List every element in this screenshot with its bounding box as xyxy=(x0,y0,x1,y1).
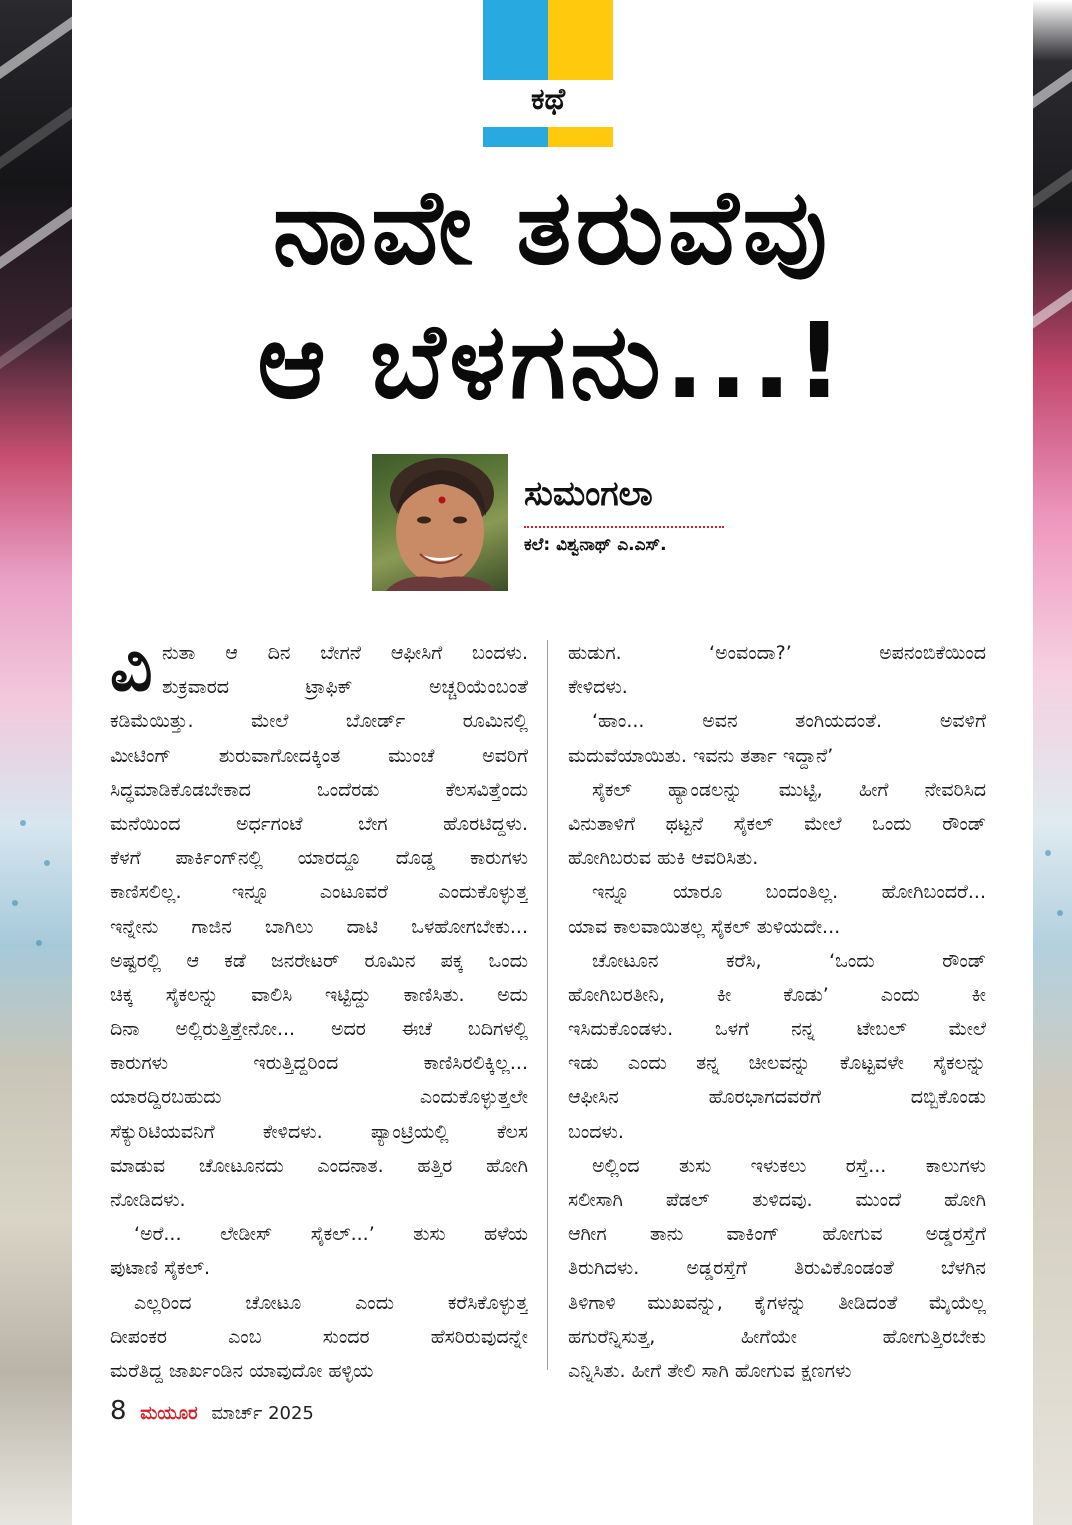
text-line: ಪುಟಾಣಿ ಸೈಕಲ್. xyxy=(110,1257,210,1280)
text-line: ಕೇಳಿದಳು. xyxy=(568,676,628,699)
text-line: ಇಡು ಎಂದು ತನ್ನ ಚೀಲವನ್ನು ಕೊಟ್ಟವಳೇ ಸೈಕಲನ್ನು xyxy=(568,1052,986,1075)
section-tag-yellow-block xyxy=(548,0,613,80)
illustration-credit: ಕಲೆ: ವಿಶ್ವನಾಥ್ ಎ.ಎಸ್. xyxy=(524,535,667,555)
text-line: ಇನ್ನೂ ಯಾರೂ ಬಂದಂತಿಲ್ಲ. ಹೋಗಿಬಂದರೆ... xyxy=(592,881,986,904)
section-label: ಕಥೆ xyxy=(530,82,566,117)
text-line: ಆಫೀಸಿನ ಹೊರಭಾಗದವರೆಗೆ ದಬ್ಬಿಕೊಂಡು xyxy=(568,1086,986,1109)
text-line: ಕೆಳಗೆ ಪಾರ್ಕಿಂಗ್‌ನಲ್ಲಿ ಯಾರದ್ದೂ ದೊಡ್ಡ ಕಾರುಗಳು xyxy=(110,847,528,870)
text-line: ತಿಳಿಗಾಳಿ ಮುಖವನ್ನು, ಕೈಗಳನ್ನು ತೀಡಿದಂತೆ ಮೈಯೆಲ್ಲ xyxy=(568,1291,986,1314)
author-photo xyxy=(372,454,508,591)
section-tag xyxy=(483,0,613,150)
text-line: ಮೀಟಿಂಗ್ ಶುರುವಾಗೋದಕ್ಕಿಂತ ಮುಂಚೆ ಅವರಿಗೆ xyxy=(110,744,528,767)
right-decorative-border xyxy=(1033,0,1072,1525)
issue-date: ಮಾರ್ಚ್ 2025 xyxy=(211,1403,314,1424)
page-number: 8 xyxy=(110,1396,127,1426)
text-line: ಹೋಗಿಬರುವ ಹುಕಿ ಆವರಿಸಿತು. xyxy=(568,847,759,870)
article-column-2 xyxy=(568,636,986,1388)
headline-line-1: ನಾವೇ ತರುವೆವು xyxy=(272,166,832,288)
author-name: ಸುಮಂಗಲಾ xyxy=(524,474,653,514)
text-line: ಸಲೀಸಾಗಿ ಪೆಡಲ್ ತುಳಿದವು. ಮುಂದೆ ಹೋಗಿ xyxy=(568,1189,986,1211)
text-line: ‘ಹಾಂ... ಅವನ ತಂಗಿಯದಂತೆ. ಅವಳಿಗೆ xyxy=(592,710,986,733)
text-line: ಹೋಗಿಬರತೀನಿ, ಕೀ ಕೊಡು’ ಎಂದು ಕೀ xyxy=(568,983,986,1006)
text-line: ಬಂದಳು. xyxy=(568,1120,624,1143)
text-line: ಶುಕ್ರವಾರದ ಟ್ರಾಫಿಕ್ ಅಚ್ಚರಿಯೆಂಬಂತೆ xyxy=(162,676,528,699)
author-divider xyxy=(524,526,724,528)
text-line: ಯಾವ ಕಾಲವಾಯಿತಲ್ಲ ಸೈಕಲ್ ತುಳಿಯದೇ... xyxy=(568,915,841,938)
section-tag-blue-bar xyxy=(483,127,548,147)
text-line: ಸೈಕಲ್ ಹ್ಯಾಂಡಲನ್ನು ಮುಟ್ಟಿ, ಹೀಗೆ ನೇವರಿಸಿದ xyxy=(592,778,986,801)
text-line: ಮನೆಯಿಂದ ಅರ್ಧಗಂಟೆ ಬೇಗ ಹೊರಟಿದ್ದಳು. xyxy=(110,812,528,835)
text-line: ಸಿದ್ಧಮಾಡಿಕೊಡಬೇಕಾದ ಒಂದೆರಡು ಕೆಲಸವಿತ್ತೆಂದು xyxy=(110,778,528,801)
text-line: ಚಿಕ್ಕ ಸೈಕಲನ್ನು ವಾಲಿಸಿ ಇಟ್ಟಿದ್ದು ಕಾಣಿಸಿತು. ಅದು xyxy=(110,983,528,1006)
left-decorative-border xyxy=(0,0,72,1525)
headline-line-2: ಆ ಬೆಳಗನು...! xyxy=(257,300,847,422)
section-tag-blue-block xyxy=(483,0,548,80)
text-line: ಎನ್ನಿಸಿತು. ಹೀಗೆ ತೇಲಿ ಸಾಗಿ ಹೋಗುವ ಕ್ಷಣಗಳು xyxy=(568,1359,852,1382)
text-line: ‘ಅರೆ... ಲೇಡೀಸ್ ಸೈಕಲ್...’ ತುಸು ಹಳೆಯ xyxy=(134,1223,528,1246)
text-line: ಅಲ್ಲಿಂದ ತುಸು ಇಳುಕಲು ರಸ್ತೆ... ಕಾಲುಗಳು xyxy=(592,1154,986,1177)
column-divider xyxy=(547,640,548,1370)
text-line: ಹುಡುಗ. ‘ಅಂವಂದಾ?’ ಅಪನಂಬಿಕೆಯಿಂದ xyxy=(568,642,986,664)
text-line: ನೋಡಿದಳು. xyxy=(110,1189,186,1211)
text-line: ಕಾಣಿಸಲಿಲ್ಲ. ಇನ್ನೂ ಎಂಟೂವರೆ ಎಂದುಕೊಳ್ಳುತ್ತ xyxy=(110,881,528,904)
text-line: ಮರೆತಿದ್ದ ಜಾರ್ಖಂಡಿನ ಯಾವುದೋ ಹಳ್ಳಿಯ xyxy=(110,1359,374,1382)
text-line: ಹಗುರೆನ್ನಿಸುತ್ತ, ಹೀಗೆಯೇ ಹೋಗುತ್ತಿರಬೇಕು xyxy=(568,1325,986,1348)
article-column-1 xyxy=(110,629,528,1388)
page-footer xyxy=(110,1396,314,1426)
text-line: ಸೆಕ್ಯುರಿಟಿಯವನಿಗೆ ಕೇಳಿದಳು. ಪ್ಯಾಂಟ್ರಿಯಲ್ಲಿ ಕೆಲಸ xyxy=(110,1120,528,1143)
text-line: ನುತಾ ಆ ದಿನ ಬೇಗನೆ ಆಫೀಸಿಗೆ ಬಂದಳು. xyxy=(162,642,528,664)
text-line: ಮಾಡುವ ಚೋಟೂನದು ಎಂದನಾತ. ಹತ್ತಿರ ಹೋಗಿ xyxy=(110,1154,528,1177)
text-line: ತಿರುಗಿದಳು. ಅಡ್ಡರಸ್ತೆಗೆ ತಿರುವಿಕೊಂಡಂತೆ ಬೆಳಗಿನ xyxy=(568,1257,986,1280)
text-line: ದೀಪಂಕರ ಎಂಬ ಸುಂದರ ಹೆಸರಿರುವುದನ್ನೇ xyxy=(110,1325,528,1348)
text-line: ಇನ್ನೇನು ಗಾಜಿನ ಬಾಗಿಲು ದಾಟಿ ಒಳಹೋಗಬೇಕು... xyxy=(110,915,528,938)
text-line: ಮದುವೆಯಾಯಿತು. ಇವನು ತರ್ತಾ ಇದ್ದಾನೆ’ xyxy=(568,744,834,767)
drop-cap: ವಿ xyxy=(110,629,153,706)
text-line: ಯಾರದ್ದಿರಬಹುದು ಎಂದುಕೊಳ್ಳುತ್ತಲೇ xyxy=(110,1086,528,1109)
text-line: ಎಲ್ಲರಿಂದ ಚೋಟೂ ಎಂದು ಕರೆಸಿಕೊಳ್ಳುತ್ತ xyxy=(134,1291,528,1314)
text-line: ವಿನುತಾಳಿಗೆ ಥಟ್ಟನೆ ಸೈಕಲ್ ಮೇಲೆ ಒಂದು ರೌಂಡ್ xyxy=(568,812,986,835)
magazine-name: ಮಯೂರ xyxy=(140,1403,198,1424)
text-line: ಇಸಿದುಕೊಂಡಳು. ಒಳಗೆ ನನ್ನ ಟೇಬಲ್ ಮೇಲೆ xyxy=(568,1018,986,1041)
text-line: ಆಗೀಗ ತಾನು ವಾಕಿಂಗ್ ಹೋಗುವ ಅಡ್ಡರಸ್ತೆಗೆ xyxy=(568,1223,986,1246)
text-line: ಕಾರುಗಳು ಇರುತ್ತಿದ್ದರಿಂದ ಕಾಣಿಸಿರಲಿಕ್ಕಿಲ್ಲ... xyxy=(110,1052,528,1075)
text-line: ದಿನಾ ಅಲ್ಲಿರುತ್ತಿತ್ತೇನೋ... ಅದರ ಈಚೆ ಬದಿಗಳಲ್ಲಿ xyxy=(110,1018,528,1041)
text-line: ಚೋಟೂನ ಕರೆಸಿ, ‘ಒಂದು ರೌಂಡ್ xyxy=(592,949,986,972)
text-line: ಕಡಿಮೆಯಿತ್ತು. ಮೇಲೆ ಬೋರ್ಡ್ ರೂಮಿನಲ್ಲಿ xyxy=(110,710,528,733)
text-line: ಅಷ್ಟರಲ್ಲಿ ಆ ಕಡೆ ಜನರೇಟರ್ ರೂಮಿನ ಪಕ್ಕ ಒಂದು xyxy=(110,949,528,972)
section-tag-yellow-bar xyxy=(548,127,613,147)
